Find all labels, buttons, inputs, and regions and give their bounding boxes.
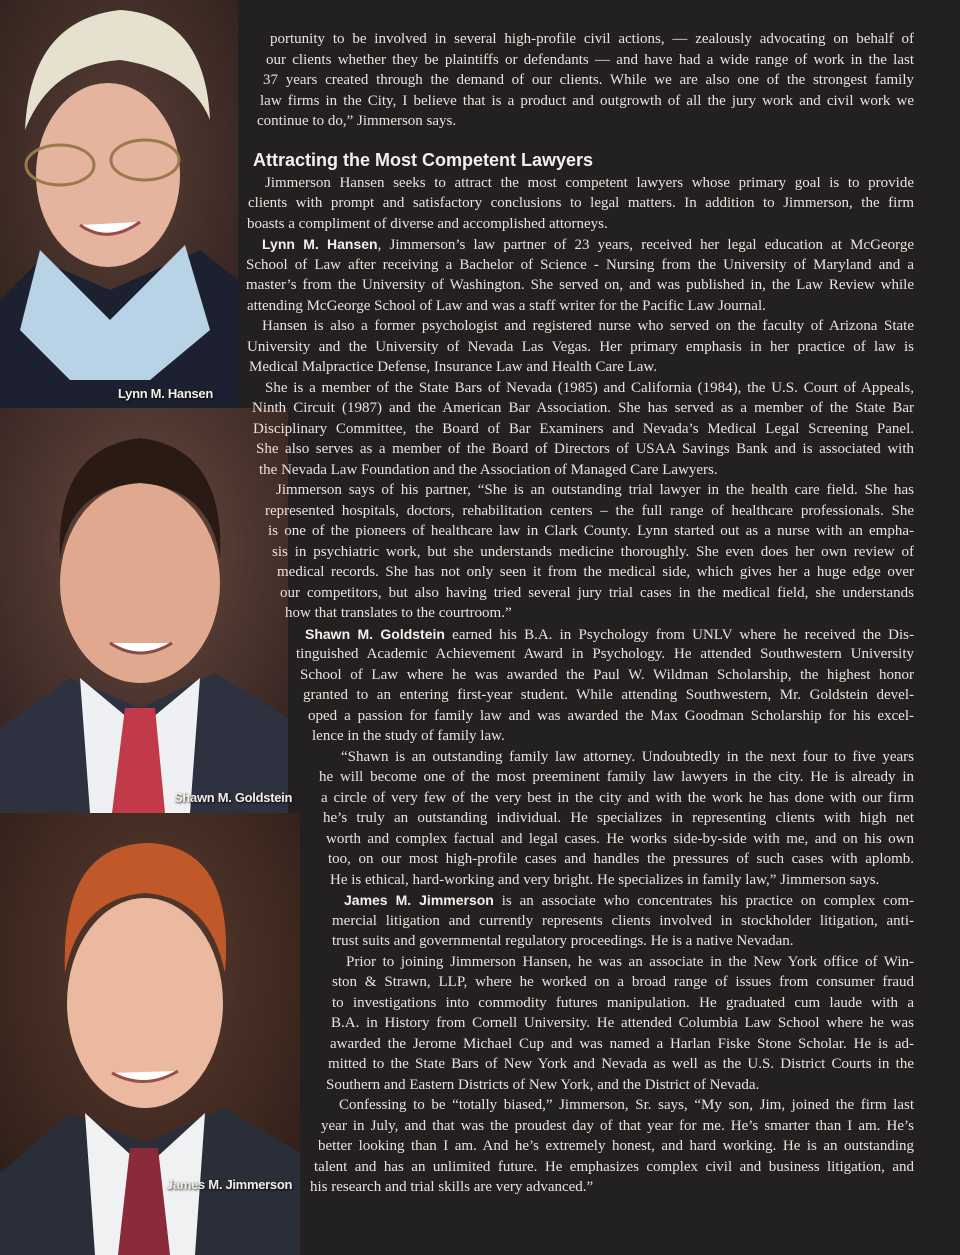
article-line: tinguished Academic Achievement Award in Psychology. He attended Southwestern University [296,646,914,662]
article-line: continue to do,” Jimmerson says. [257,113,457,129]
article-line: mercial litigation and currently represents clients involved in stockholder litigation, anti- [332,913,914,929]
article-line: our clients whether they be plaintiffs or defendants — and have had a wide range of work in the last [266,52,914,68]
article-line: our competitors, but also having tried several jury trial cases in the medical field, she understands [280,585,914,601]
article-line: 37 years created through the demand of our clients. While we are also one of the strongest family [263,72,914,88]
article-line: Ninth Circuit (1987) and the American Bar Association. She has served as a member of the State Bar [252,400,914,416]
article-line: oped a passion for family law and was awarded the Max Goodman Scholarship for his excel- [308,708,914,724]
article-line: he’s truly an outstanding individual. He specializes in representing clients with high net [323,810,914,826]
article-line: law firms in the City, I believe that is a product and outgrowth of all the jury work and civil work we [260,93,914,109]
article-line: too, on our most high-profile cases and handles the pressures of such cases with aplomb. [328,851,914,867]
article-line: boasts a compliment of diverse and accomplished attorneys. [247,216,608,232]
article-line: Lynn M. Hansen, Jimmerson’s law partner of 23 years, received her legal education at McGeorge [262,236,914,253]
photo-caption-shawn: Shawn M. Goldstein [174,790,293,805]
article-line: lence in the study of family law. [312,728,505,744]
article-line: represented hospitals, doctors, rehabilitation centers – the full range of healthcare professionals. She [265,503,914,519]
article-line: to investigations into commodity futures manipulation. He graduated cum laude with a [332,995,914,1011]
article-line: She also serves as a member of the Board of Directors of USAA Savings Bank and is associated with [256,441,914,457]
article-line: Jimmerson Hansen seeks to attract the most competent lawyers whose primary goal is to provide [265,175,914,191]
article-line: Medical Malpractice Defense, Insurance Law and Health Care Law. [249,359,657,375]
name-james: James M. Jimmerson [344,892,494,908]
name-shawn: Shawn M. Goldstein [305,626,445,642]
article-line: He is ethical, hard-working and very bright. He specializes in family law,” Jimmerson says. [330,872,880,888]
article-line: attending McGeorge School of Law and was a staff writer for the Pacific Law Journal. [247,298,766,314]
article-line: Prior to joining Jimmerson Hansen, he was an associate in the New York office of Win- [346,954,914,970]
article-line: granted to an entering first-year student. While attending Southwestern, Mr. Goldstein devel- [303,687,914,703]
article-line: worth and complex factual and legal cases. He works side-by-side with me, and on his own [326,831,914,847]
article-line: talent and has an unlimited future. He emphasizes complex civil and business litigation, and [314,1159,914,1175]
name-lynn: Lynn M. Hansen [262,236,378,252]
article-line: Disciplinary Committee, the Board of Bar Examiners and Nevada’s Medical Legal Screening Panel. [253,421,914,437]
photo-caption-james: James M. Jimmerson [166,1177,293,1192]
article-line: awarded the Jerome Michael Cup and was named a Harlan Fiske Stone Scholar. He is ad- [330,1036,914,1052]
article-line: Southern and Eastern Districts of New York, and the District of Nevada. [326,1077,760,1093]
article-line: Confessing to be “totally biased,” Jimmerson, Sr. says, “My son, Jim, joined the firm last [339,1097,914,1113]
article-line: University and the University of Nevada Las Vegas. Her primary emphasis in her practice of law is [247,339,914,355]
article-line: Hansen is also a former psychologist and registered nurse who served on the faculty of Arizona State [262,318,914,334]
article-line: his research and trial skills are very advanced.” [310,1179,594,1195]
section-heading: Attracting the Most Competent Lawyers [253,150,594,170]
article-line: a circle of very few of the very best in the city and with the work he has done with our firm [321,790,914,806]
article-line: Shawn M. Goldstein earned his B.A. in Psychology from UNLV where he received the Dis- [305,626,914,643]
article-line: ston & Strawn, LLP, where he worked on a broad range of issues from consumer fraud [332,974,914,990]
article-line: master’s from the University of Washington. She served on, and was published in, the Law Review while [246,277,914,293]
photo-caption-lynn: Lynn M. Hansen [118,386,213,401]
article-line: clients with prompt and satisfactory conclusions to legal matters. In addition to Jimmerson, the firm [248,195,914,211]
article-line: “Shawn is an outstanding family law attorney. Undoubtedly in the next four to five years [341,749,914,765]
article-line: trust suits and governmental regulatory proceedings. He is a native Nevadan. [332,933,794,949]
article-line: portunity to be involved in several high-profile civil actions, — zealously advocating on behalf of [270,31,914,47]
article-line: Jimmerson says of his partner, “She is an outstanding trial lawyer in the health care field. She has [276,482,914,498]
article-line: sis in psychiatric work, but she understands medicine thoroughly. She even does her own review of [272,544,914,560]
article-line: She is a member of the State Bars of Nevada (1985) and California (1984), the U.S. Court of Appeals, [265,380,914,396]
article-line: how that translates to the courtroom.” [285,605,512,621]
article-line: he will become one of the most preeminent family law lawyers in the city. He is already in [319,769,914,785]
article-line: better looking than I am. And he’s extremely honest, and hard working. He is an outstanding [318,1138,914,1154]
article-line: James M. Jimmerson is an associate who concentrates his practice on complex com- [344,892,914,909]
article-line: mitted to the State Bars of New York and Nevada as well as the U.S. District Courts in the [328,1056,914,1072]
article-line: School of Law where he was awarded the Paul W. Wildman Scholarship, the highest honor [300,667,914,683]
article-line: year in July, and that was the proudest day of that year for me. He’s smarter than I am. He’s [321,1118,914,1134]
article-line: the Nevada Law Foundation and the Association of Managed Care Lawyers. [259,462,718,478]
article-line: medical records. She has not only seen it from the medical side, which gives her a huge edge over [277,564,914,580]
article-line: School of Law after receiving a Bachelor of Science - Nursing from the University of Maryland and a [246,257,914,273]
article-line: B.A. in History from Cornell University. He attended Columbia Law School where he was [331,1015,914,1031]
article-line: is one of the pioneers of healthcare law in Clark County. Lynn started out as a nurse with an empha- [268,523,914,539]
